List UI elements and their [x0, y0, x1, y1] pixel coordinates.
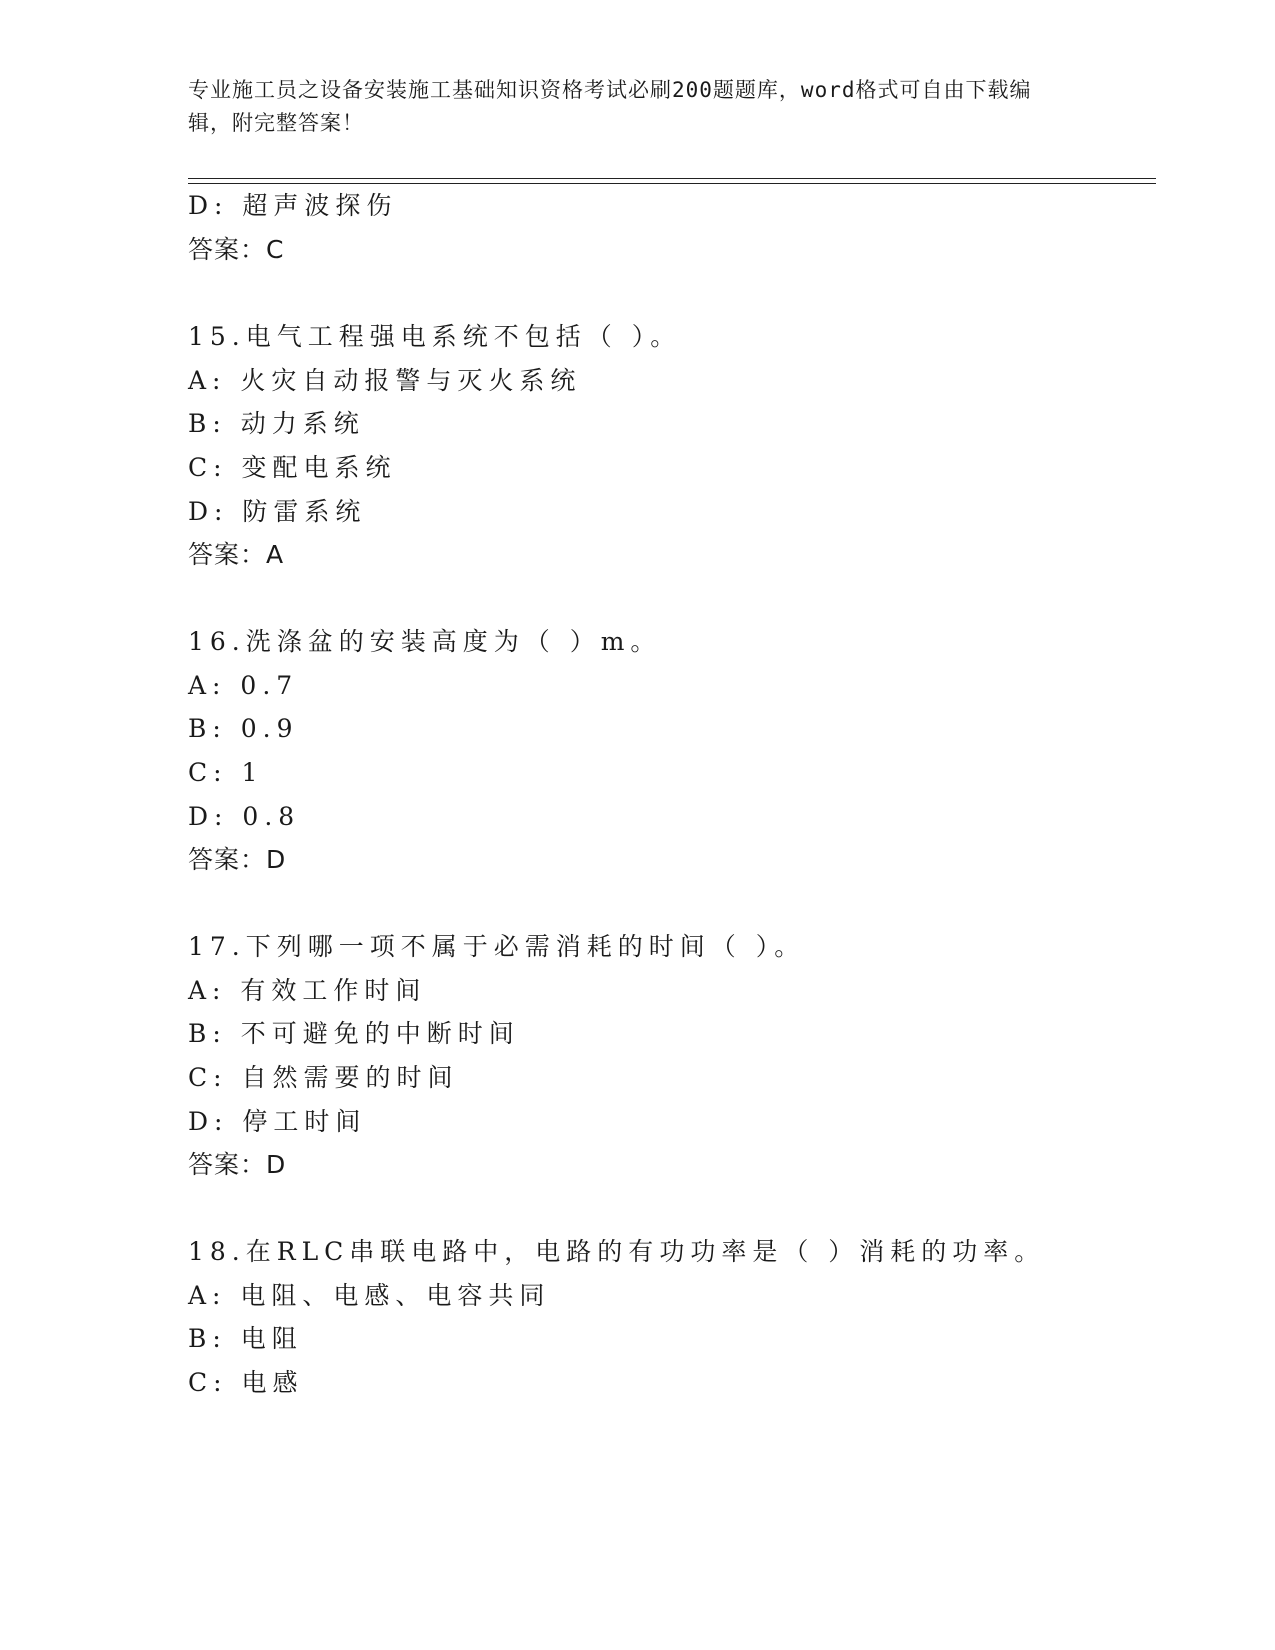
question-16-option-c: C: 1 [188, 758, 264, 787]
question-15-answer: 答案：A [188, 540, 285, 569]
prev-answer: 答案：C [188, 235, 285, 264]
question-16-stem: 16.洗涤盆的安装高度为（ ）m。 [188, 627, 662, 656]
question-15-stem: 15.电气工程强电系统不包括（ ）。 [188, 322, 682, 351]
header-rule-top [188, 178, 1156, 179]
document-header: 专业施工员之设备安装施工基础知识资格考试必刷200题题库，word格式可自由下载编辑，附完整答案！ [188, 78, 1032, 135]
header-rule-bottom [188, 183, 1156, 184]
question-17-answer: 答案：D [188, 1150, 287, 1179]
question-17-stem: 17.下列哪一项不属于必需消耗的时间（ ）。 [188, 932, 806, 961]
question-17-option-c: C: 自然需要的时间 [188, 1063, 459, 1092]
question-17-option-a: A: 有效工作时间 [188, 976, 427, 1005]
question-17-option-d: D: 停工时间 [188, 1107, 367, 1136]
question-16-answer: 答案：D [188, 845, 287, 874]
question-17-option-b: B: 不可避免的中断时间 [188, 1019, 520, 1048]
question-18-option-a: A: 电阻、电感、电容共同 [188, 1281, 551, 1310]
question-15-option-b: B: 动力系统 [188, 409, 365, 438]
question-18-stem: 18.在RLC串联电路中，电路的有功功率是（ ）消耗的功率。 [188, 1237, 1046, 1266]
question-15-option-c: C: 变配电系统 [188, 453, 397, 482]
question-16-option-d: D: 0.8 [188, 802, 301, 831]
prev-option-d: D: 超声波探伤 [188, 191, 398, 220]
question-15-option-a: A: 火灾自动报警与灭火系统 [188, 366, 582, 395]
question-15-option-d: D: 防雷系统 [188, 497, 367, 526]
question-16-option-a: A: 0.7 [188, 671, 299, 700]
question-18-option-c: C: 电感 [188, 1368, 304, 1397]
question-16-option-b: B: 0.9 [188, 714, 299, 743]
question-18-option-b: B: 电阻 [188, 1324, 303, 1353]
